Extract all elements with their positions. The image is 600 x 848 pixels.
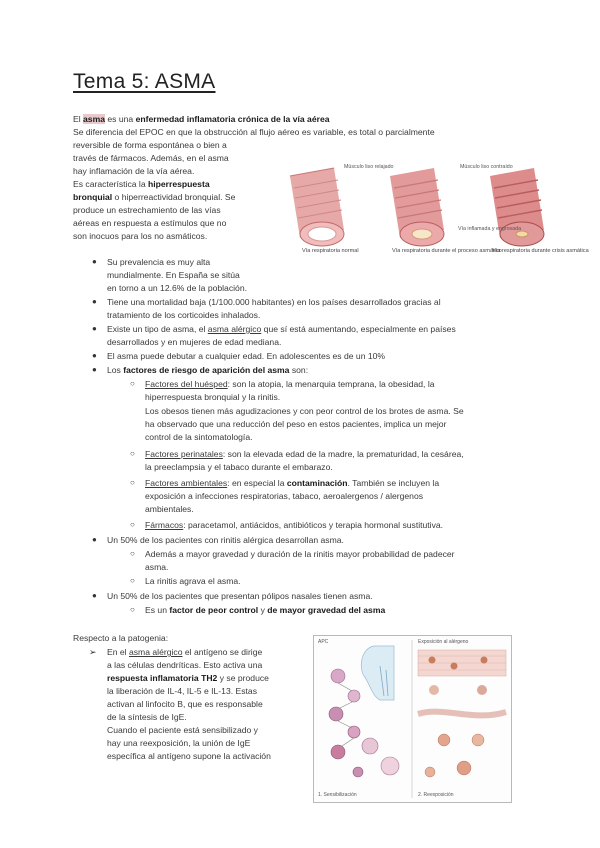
label-normal-airway: Vía respiratoria normal — [302, 248, 359, 254]
risk-factors-heading: Los factores de riesgo de aparición del asma son: — [107, 365, 309, 375]
bullet-dot: ● — [92, 324, 97, 333]
sub-bullet: ○ — [130, 379, 135, 388]
hyper-line-5: son inocuos para los no asmáticos. — [73, 231, 208, 241]
relaxed-muscle-callout: Músculo liso relajado — [344, 164, 394, 170]
pathogenesis-heading: Respecto a la patogenia: — [73, 633, 169, 643]
bullet-dot: ● — [92, 591, 97, 600]
pathogenesis-line-3: respuesta inflamatoria TH2 y se produce — [107, 673, 269, 683]
sub-bullet: ○ — [130, 478, 135, 487]
environmental-factors-line-1: Factores ambientales: en especial la contaminación. También se incluyen la — [145, 478, 440, 488]
hyper-line-2: bronquial o hiperreactividad bronquial. Se — [73, 192, 236, 202]
host-factors-line-5: control de la sintomatología. — [145, 432, 253, 442]
bullet-dot: ● — [92, 257, 97, 266]
epoc-line-2: reversible de forma espontánea o bien a — [73, 140, 227, 150]
allergen-exposure-label: Exposición al alérgeno — [418, 639, 469, 645]
definition-line: El asma es una enfermedad inflamatoria crónica de la vía aérea — [73, 114, 330, 124]
bullet-dot: ● — [92, 351, 97, 360]
page-title: Tema 5: ASMA — [73, 70, 216, 93]
hyper-line-3: produce un estrechamiento de las vías — [73, 205, 221, 215]
apc-label: APC — [318, 639, 329, 645]
debut-age-line: El asma puede debutar a cualquier edad. En adolescentes es de un 10% — [107, 351, 386, 361]
epoc-line-3: través de fármacos. Además, en el asma — [73, 153, 229, 163]
environmental-factors-line-2: exposición a infecciones respiratorias, tabaco, aeroalergenos / alergenos — [145, 491, 424, 501]
allergic-type-line-2: desarrollados y en mujeres de edad mediana. — [107, 337, 282, 347]
sub-bullet: ○ — [130, 520, 135, 529]
reexposure-label: 2. Reexposición — [418, 792, 454, 798]
pathogenesis-illustration — [313, 635, 512, 803]
sensitization-panel — [329, 646, 399, 777]
asma-highlight: asma — [83, 114, 106, 124]
label-crisis-airway: Vía respiratoria durante crisis asmática — [492, 248, 589, 254]
environmental-factors-line-3: ambientales. — [145, 504, 194, 514]
prevalence-line-2: mundialmente. En España se sitúa — [107, 270, 240, 280]
pathogenesis-line-5: activan al linfocito B, que es responsable — [107, 699, 263, 709]
host-factors-line-2: hiperrespuesta bronquial y la rinitis. — [145, 392, 281, 402]
hyper-line-1: Es característica la hiperrespuesta — [73, 179, 210, 189]
sub-bullet: ○ — [130, 576, 135, 585]
sub-bullet: ○ — [130, 449, 135, 458]
host-factors-line-3: Los obesos tienen más agudizaciones y con peor control de los brotes de asma. Se — [145, 406, 464, 416]
pathogenesis-line-1: En el asma alérgico el antígeno se dirige — [107, 647, 263, 657]
perinatal-factors-line-1: Factores perinatales: son la elevada edad de la madre, la prematuridad, la cesárea, — [145, 449, 464, 459]
host-factors-line-1: Factores del huésped: son la atopia, la menarquia temprana, la obesidad, la — [145, 379, 435, 389]
rhinitis-sub-line-1: Además a mayor gravedad y duración de la rinitis mayor probabilidad de padecer — [145, 549, 455, 559]
label-process-airway: Vía respiratoria durante el proceso asmático — [392, 248, 502, 254]
polyps-sub-line: Es un factor de peor control y de mayor gravedad del asma — [145, 605, 386, 615]
pathogenesis-line-2: a las células dendríticas. Esto activa una — [107, 660, 263, 670]
sub-bullet: ○ — [130, 605, 135, 614]
rhinitis-line: Un 50% de los pacientes con rinitis alérgica desarrollan asma. — [107, 535, 344, 545]
arrow-bullet: ➢ — [89, 647, 97, 657]
epoc-line-4: hay inflamación de la vía aérea. — [73, 166, 195, 176]
pathogenesis-line-9: específica al antígeno supone la activación — [107, 751, 271, 761]
pathogenesis-line-8: hay una reexposición, la unión de IgE — [107, 738, 251, 748]
epoc-line-1: Se diferencia del EPOC en que la obstrucción al flujo aéreo es variable, es total o parcialmente — [73, 127, 435, 137]
sensitization-label: 1. Sensibilización — [318, 792, 357, 798]
mortality-line-2: tratamiento de los corticoides inhalados. — [107, 310, 261, 320]
pathogenesis-drawing — [314, 636, 511, 802]
drug-factors-line: Fármacos: paracetamol, antiácidos, antibióticos y terapia hormonal sustitutiva. — [145, 520, 444, 530]
host-factors-line-4: ha observado que una reducción del peso en estos pacientes, implica un mejor — [145, 419, 447, 429]
pathogenesis-line-7: Cuando el paciente está sensibilizado y — [107, 725, 258, 735]
airway-illustration — [282, 158, 589, 268]
prevalence-line-1: Su prevalencia es muy alta — [107, 257, 211, 267]
sub-bullet: ○ — [130, 549, 135, 558]
mortality-line-1: Tiene una mortalidad baja (1/100.000 habitantes) en los países desarrollados gracias al — [107, 297, 441, 307]
perinatal-factors-line-2: la preeclampsia y el tabaco durante el embarazo. — [145, 462, 333, 472]
pathogenesis-line-4: la liberación de IL-4, IL-5 e IL-13. Estas — [107, 686, 257, 696]
allergic-type-line-1: Existe un tipo de asma, el asma alérgico que sí está aumentando, especialmente en países — [107, 324, 456, 334]
reexposure-panel — [418, 650, 506, 777]
hyper-line-4: aéreas en respuesta a estímulos que no — [73, 218, 227, 228]
polyps-line: Un 50% de los pacientes que presentan pólipos nasales tienen asma. — [107, 591, 373, 601]
asthmatic-process-airway — [390, 168, 444, 246]
bullet-dot: ● — [92, 365, 97, 374]
bullet-dot: ● — [92, 297, 97, 306]
airway-drawing — [282, 158, 572, 248]
prevalence-line-3: en torno a un 12.6% de la población. — [107, 283, 247, 293]
rhinitis-sub-line-3: La rinitis agrava el asma. — [145, 576, 241, 586]
contracted-muscle-callout: Músculo liso contraído — [460, 164, 513, 170]
normal-airway — [290, 168, 344, 246]
asthma-attack-airway — [490, 168, 544, 246]
inflamed-airway-callout: Vía inflamada y engrosada — [458, 226, 522, 232]
bullet-dot: ● — [92, 535, 97, 544]
rhinitis-sub-line-2: asma. — [145, 562, 169, 572]
pathogenesis-line-6: de la síntesis de IgE. — [107, 712, 187, 722]
